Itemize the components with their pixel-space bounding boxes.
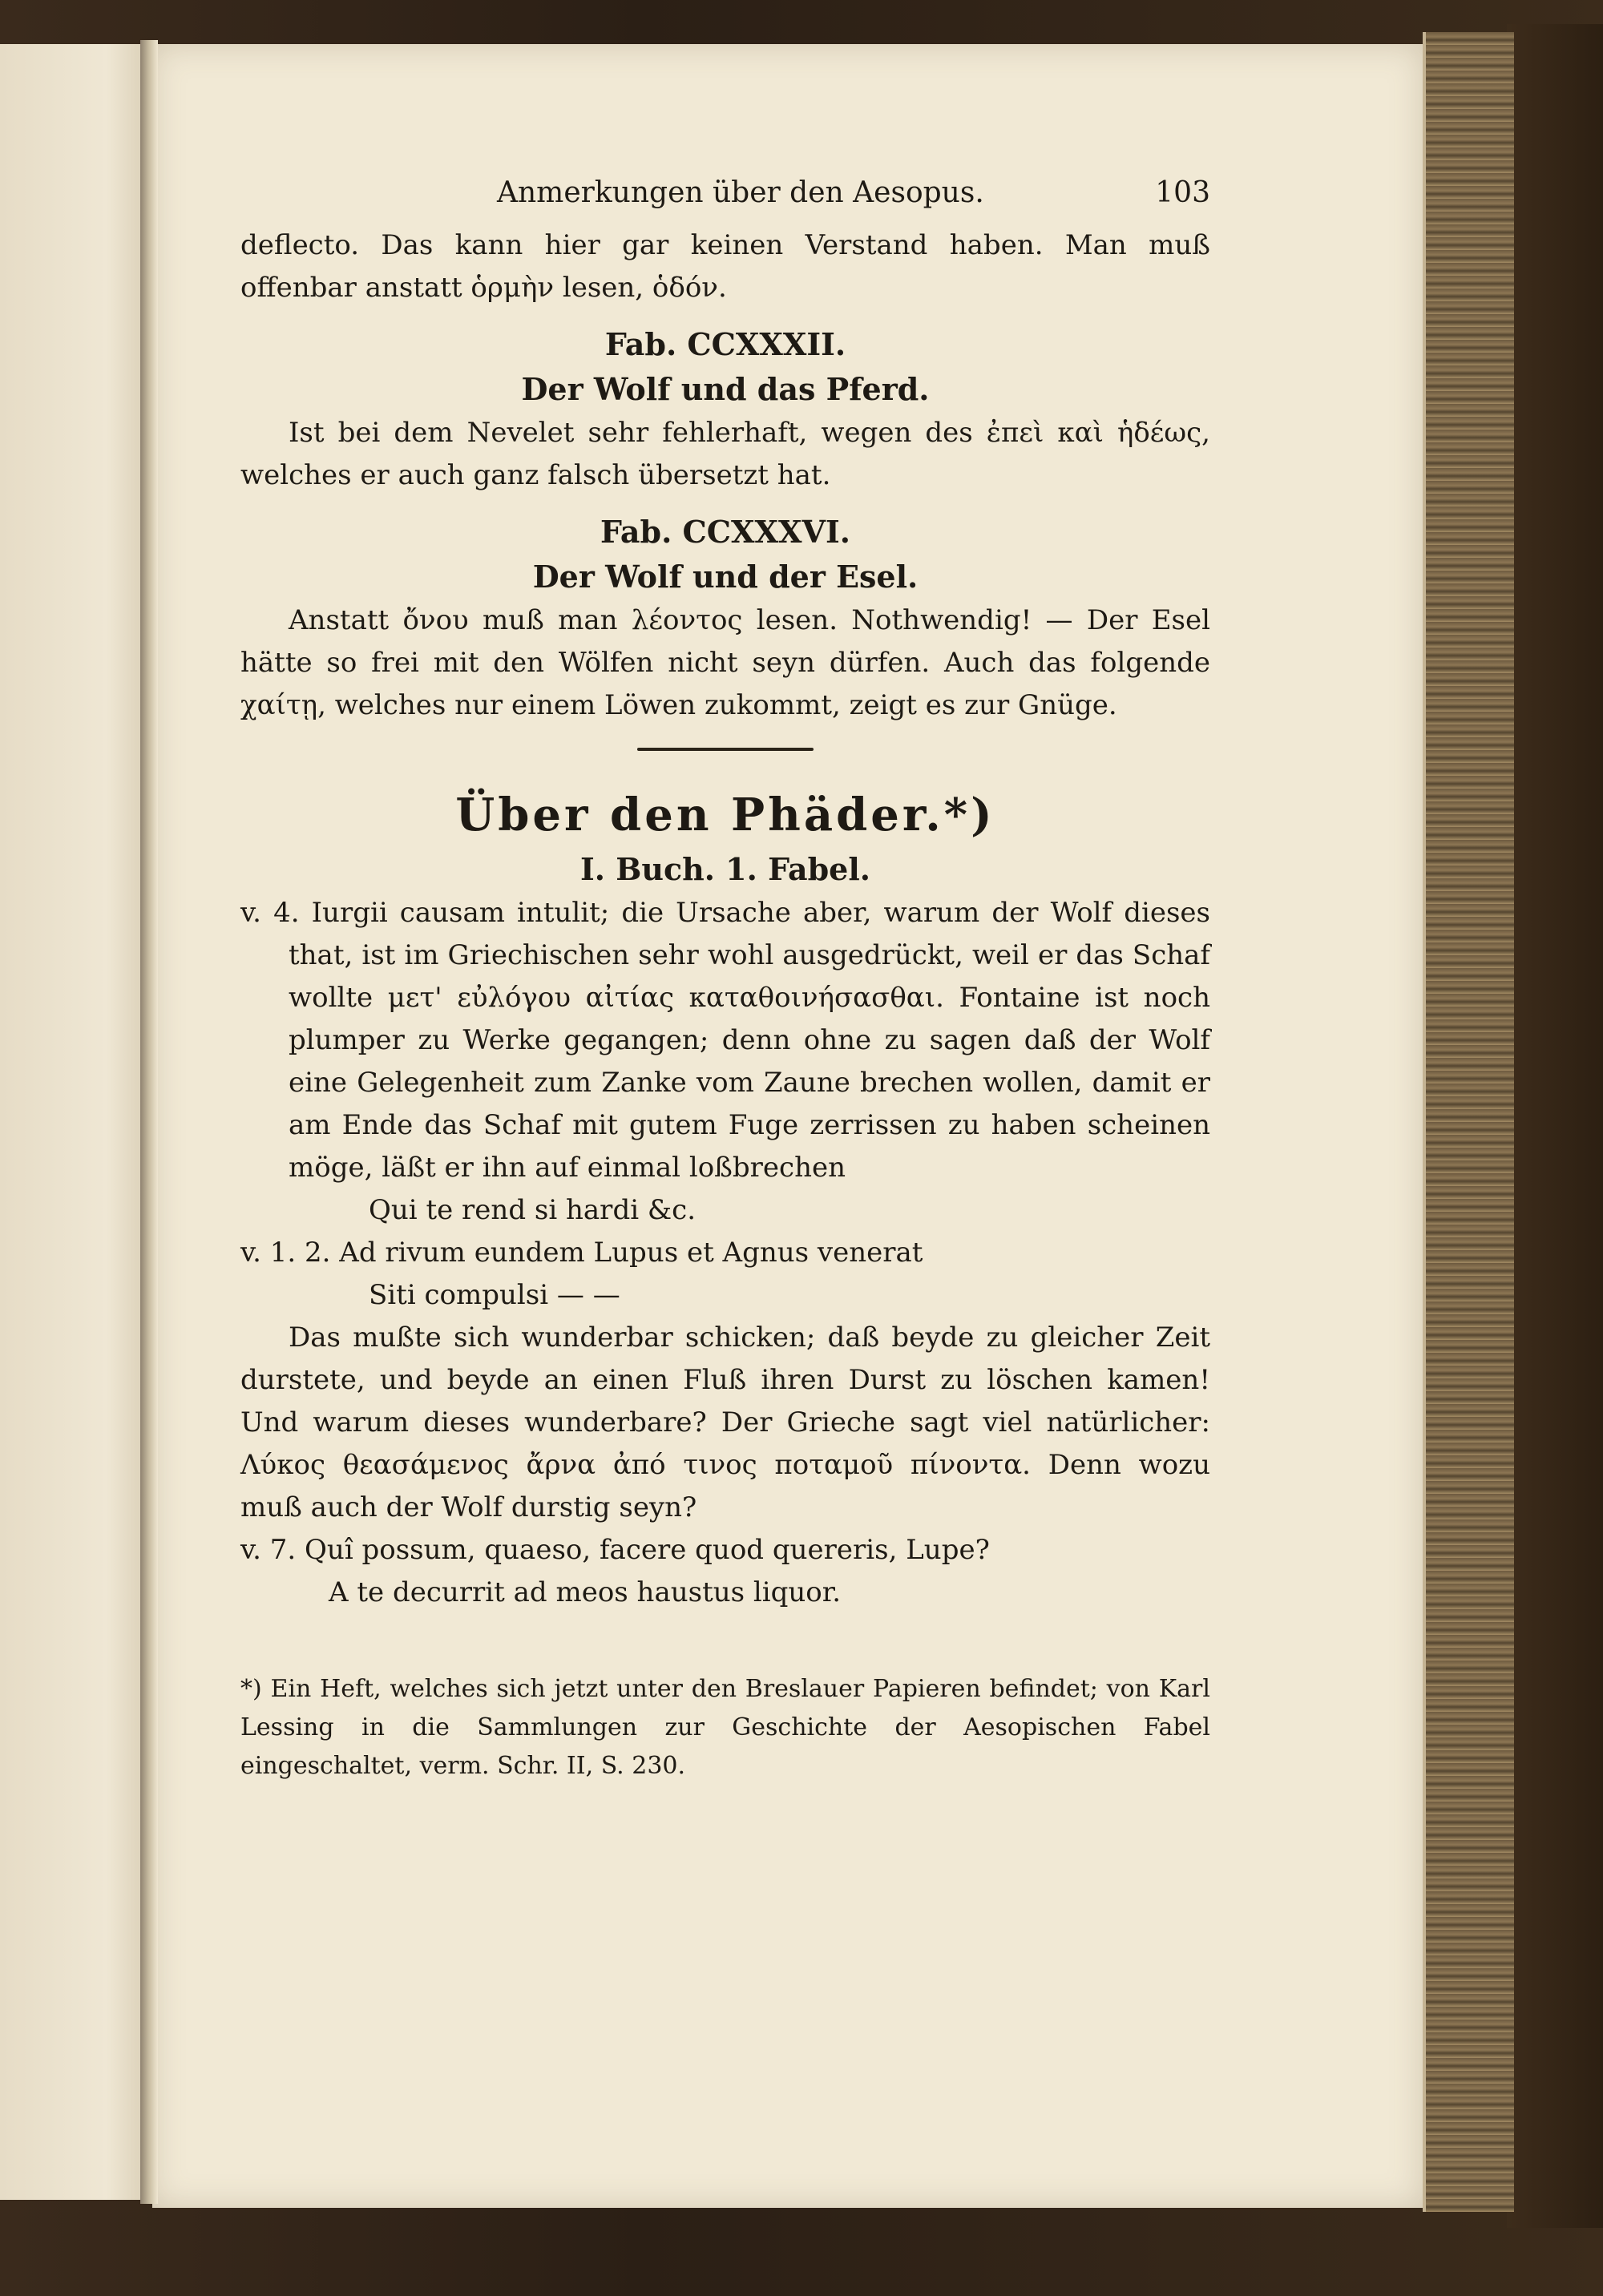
verse-quote-v4: Qui te rend si hardi &c.	[369, 1194, 696, 1226]
section-divider	[637, 748, 814, 751]
running-head-title: Anmerkungen über den Aesopus.	[497, 176, 984, 209]
verse-latin-v12-2: Siti compulsi — —	[369, 1279, 620, 1311]
verse-latin-v7-2: A te decurrit ad meos haustus liquor.	[329, 1576, 842, 1608]
fable-title-232: Der Wolf und das Pferd.	[521, 371, 930, 407]
paragraph-fable-232: Ist bei dem Nevelet sehr fehlerhaft, wegen des ἐπεὶ καὶ ἡδέως, welches er auch ganz falsch übersetzt hat.	[240, 417, 1210, 491]
page-edges	[1423, 32, 1514, 2212]
left-page-edge	[0, 44, 155, 2200]
verse-label-v7: v. 7.	[240, 1534, 297, 1566]
verse-note-v7-line1	[240, 1529, 1210, 1572]
fable-title-236: Der Wolf und der Esel.	[532, 559, 919, 595]
verse-label-v4: v. 4.	[240, 897, 300, 929]
verse-label-v12: v. 1. 2.	[240, 1237, 331, 1269]
verse-note-v12-line1	[240, 1232, 1210, 1274]
verse-commentary-v12: Das mußte sich wunderbar schicken; daß beyde zu gleicher Zeit durstete, und beyde an einen Fluß ihren Durst zu löschen kamen! Und warum dieses wunderbare? Der Grieche sagt viel natürlicher: Λύκος θεασάμενος ἄρνα ἀπό τινος ποταμοῦ πίνοντα. Denn wozu muß auch der Wolf durstig seyn?	[240, 1322, 1210, 1523]
page-number: 103	[1155, 176, 1210, 209]
paragraph-fable-236: Anstatt ὄνου muß man λέοντος lesen. Nothwendig! — Der Esel hätte so frei mit den Wölfen nicht seyn dürfen. Auch das folgende χαίτῃ, welches nur einem Löwen zukommt, zeigt es zur Gnüge.	[240, 604, 1210, 721]
book-gutter	[140, 40, 158, 2204]
running-head	[240, 176, 1210, 224]
verse-latin-v12-1: Ad rivum eundem Lupus et Agnus venerat	[339, 1237, 923, 1269]
fable-heading-236: Fab. CCXXXVI.	[600, 514, 850, 550]
verse-text-v4: Iurgii causam intulit; die Ursache aber, warum der Wolf dieses that, ist im Griechischen sehr wohl ausgedrückt, weil er das Schaf wollte μετ' εὐλόγου αἰτίας καταθοινήσασθαι. Fontaine ist noch plumper zu Werke gegangen; denn ohne zu sagen daß der Wolf eine Gelegenheit zum Zanke vom Zaune brechen wollen, damit er am Ende das Schaf mit gutem Fuge zerrissen zu haben scheinen möge, läßt er ihn auf einmal loßbrechen	[289, 897, 1211, 1184]
section-title: Über den Phäder.*)	[455, 789, 995, 841]
verse-note-v4	[240, 892, 1210, 1189]
paragraph-deflecto: deflecto. Das kann hier gar keinen Verstand haben. Man muß offenbar anstatt ὁρμὴν lesen, ὁδόν.	[240, 229, 1210, 304]
fable-heading-232: Fab. CCXXXII.	[604, 326, 846, 362]
book-cover	[1507, 24, 1603, 2228]
verse-latin-v7-1: Quî possum, quaeso, facere quod quereris, Lupe?	[305, 1534, 990, 1566]
page-content	[240, 176, 1210, 1786]
section-subtitle: I. Buch. 1. Fabel.	[579, 851, 871, 887]
footnote: *) Ein Heft, welches sich jetzt unter den Breslauer Papieren befindet; von Karl Lessing in die Sammlungen zur Geschichte der Aesopischen Fabel eingeschaltet, verm. Schr. II, S. 230.	[240, 1675, 1210, 1780]
